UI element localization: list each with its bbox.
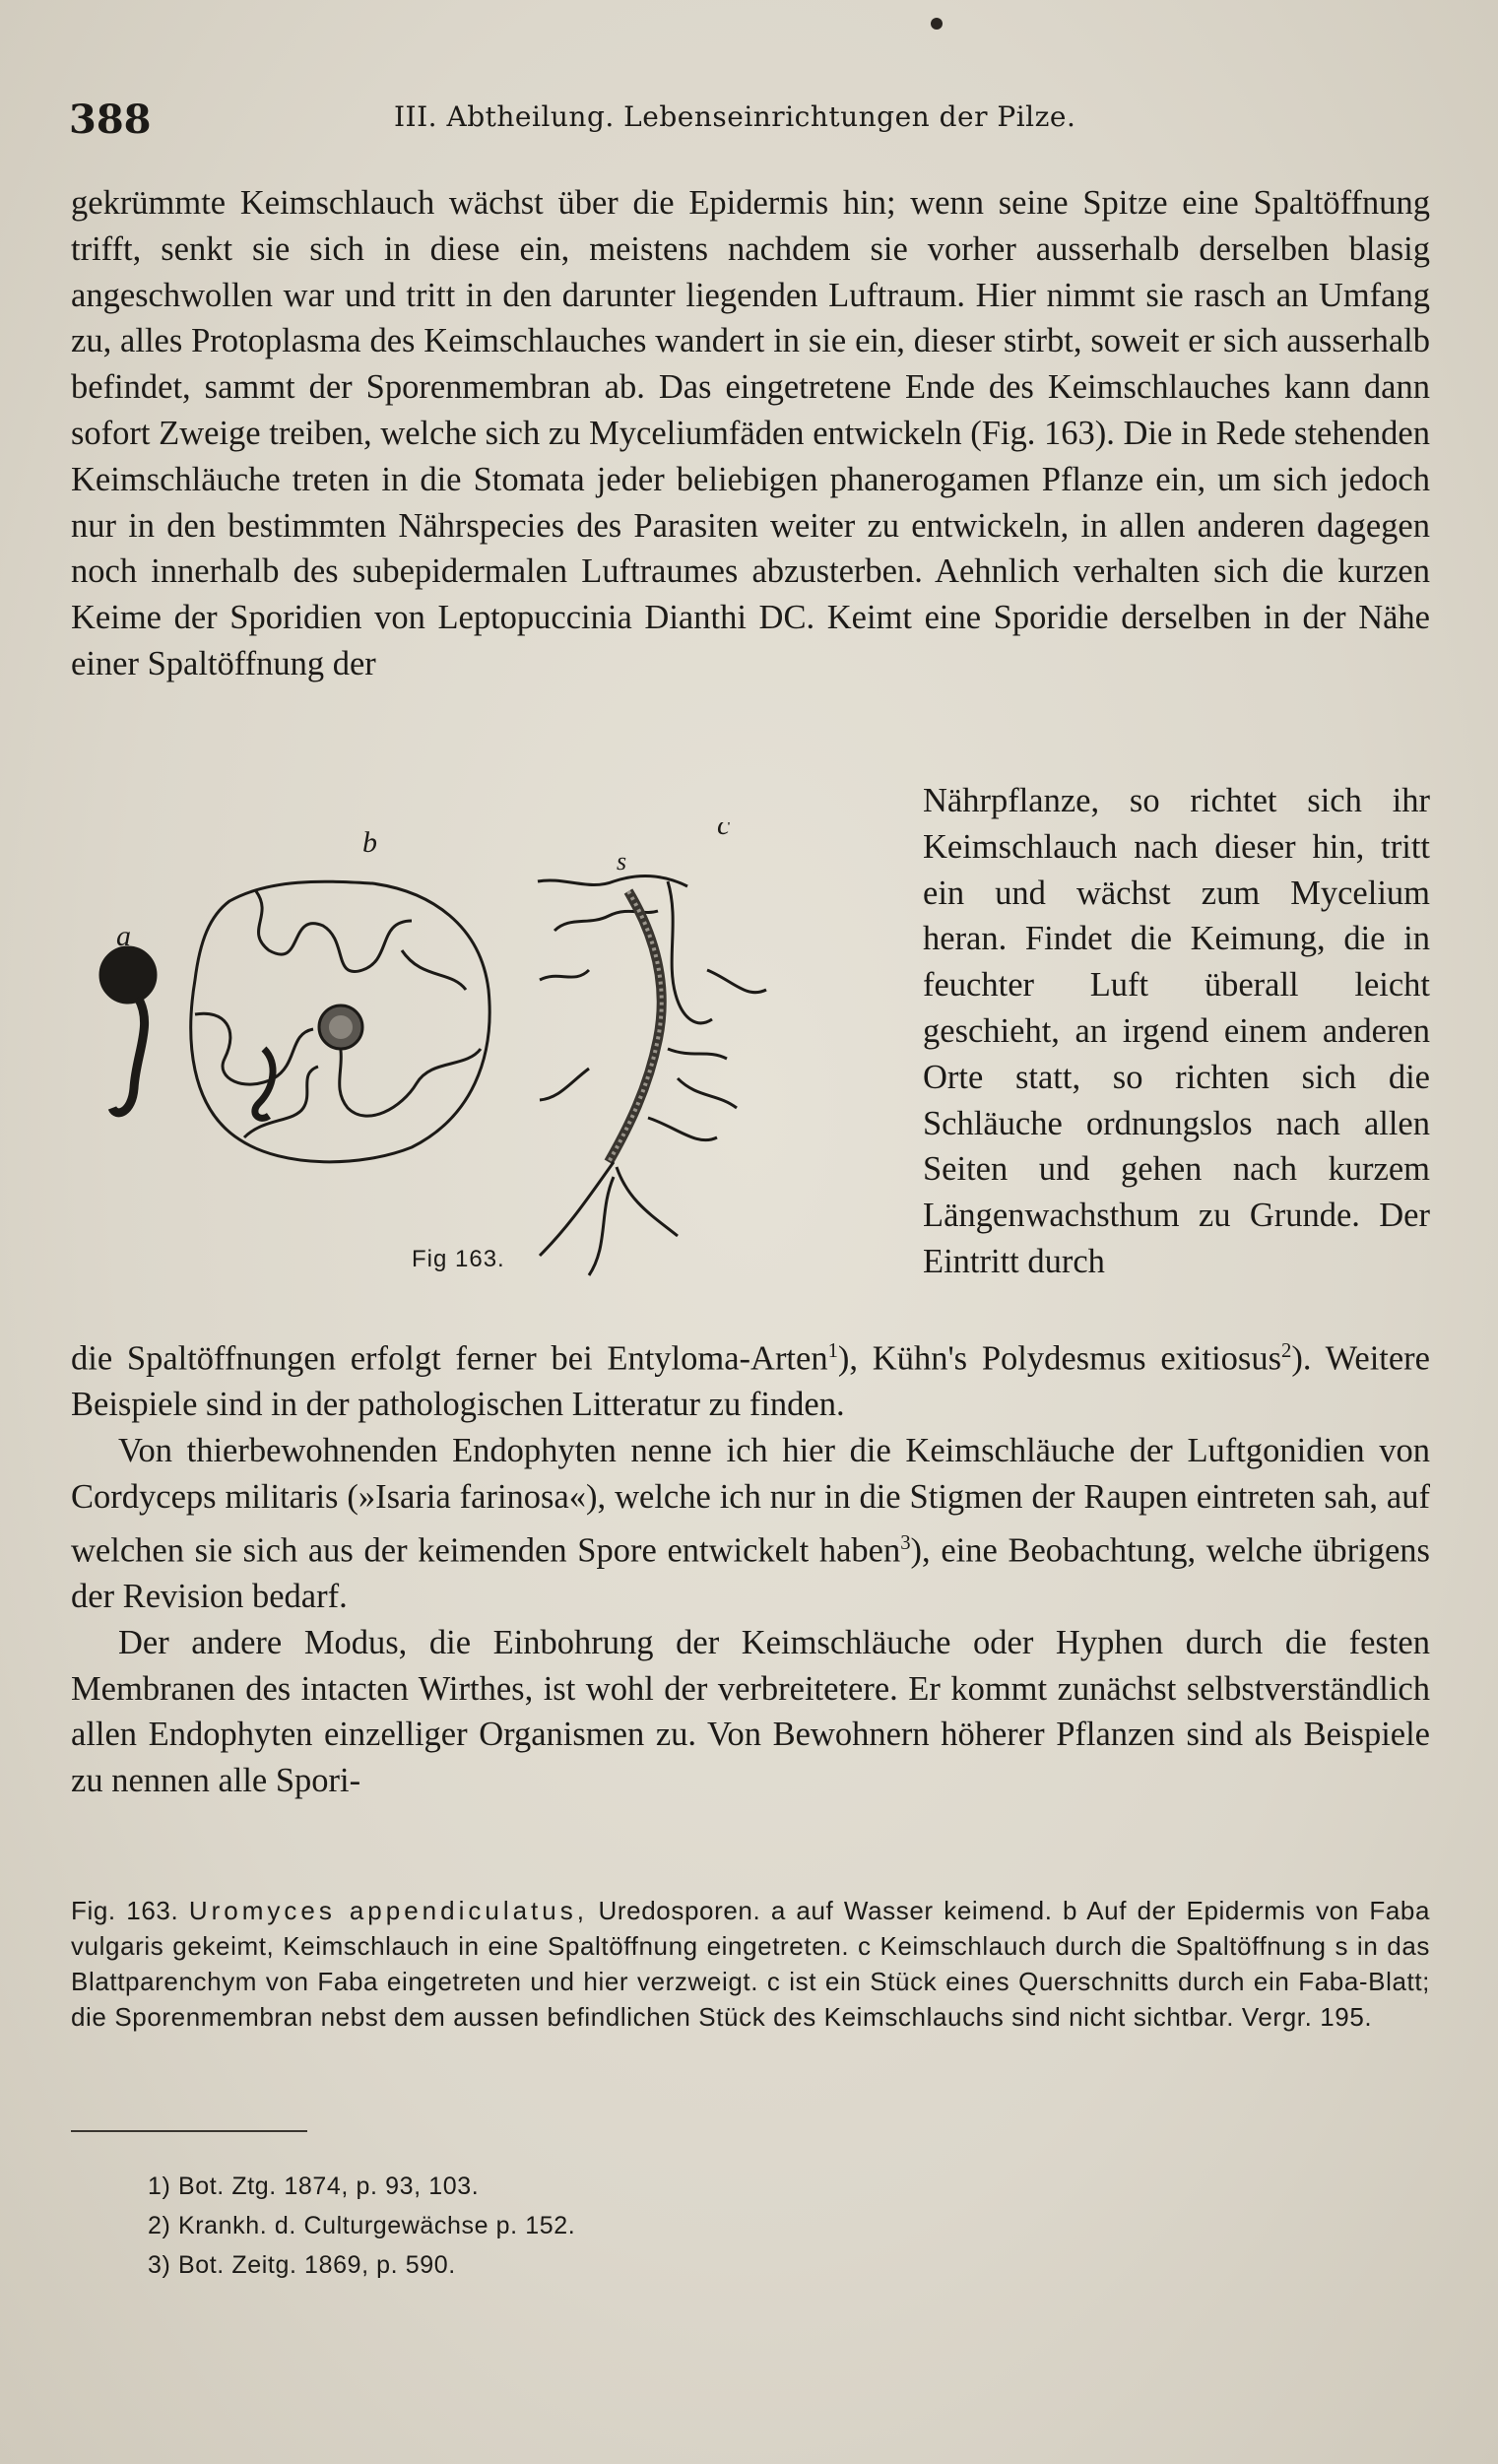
para2-part-a: Von thierbewohnenden Endophyten nenne ich hier die Keimschläuche der Luftgonidien von Cordyceps militaris (»Isaria farinosa«), welche ich nur in die Stigmen der Raupen eintreten sah, auf welchen sie sich aus der keimenden Spore entwickelt haben bbox=[71, 1432, 1430, 1570]
footnote-rule bbox=[71, 2130, 307, 2132]
figure-163 bbox=[77, 822, 914, 1295]
figure-caption bbox=[71, 1893, 1430, 2035]
footnote-1: 1) Bot. Ztg. 1874, p. 93, 103. bbox=[148, 2172, 480, 2200]
paragraph-1-side: Nährpflanze, so richtet sich ihr Keimschlauch nach dieser hin, tritt ein und wächst zum Mycelium heran. Findet die Keimung, die in feuchter Luft überall leicht geschieht, an irgend einem anderen Orte statt, so richten sich die Schläuche ordnungslos nach allen Seiten und gehen nach kurzem Längenwachsthum zu Grunde. Der Eintritt durch bbox=[923, 782, 1430, 1280]
footnote-2: 2) Krankh. d. Culturgewächse p. 152. bbox=[148, 2212, 576, 2239]
para1-end-part-b: ), Kühn's Polydesmus exitiosus bbox=[837, 1339, 1282, 1378]
caption-text: Uredosporen. a auf Wasser keimend. b Auf der Epidermis von Faba vulgaris gekeimt, Keimschlauch in eine Spaltöffnung eingetreten. c Keimschlauch durch die Spaltöffnung s in das Blattparenchym von Faba eingetreten und hier verzweigt. c ist ein Stück eines Querschnitts durch ein Faba-Blatt; die Sporenmembran nebst dem aussen befindlichen Stück des Keimschlauchs sind nicht sichtbar. Vergr. 195. bbox=[71, 1896, 1431, 2032]
page-number: 388 bbox=[69, 97, 152, 143]
paragraph-1: gekrümmte Keimschlauch wächst über die Epidermis hin; wenn seine Spitze eine Spaltöffnung trifft, senkt sie sich in diese ein, meistens nachdem sie vorher ausserhalb derselben blasig angeschwollen war und tritt in den darunter liegenden Luftraum. Hier nimmt sie rasch an Umfang zu, alles Protoplasma des Keimschlauches wandert in sie ein, dieser stirbt, soweit er sich ausserhalb befindet, sammt der Sporenmembran ab. Das eingetretene Ende des Keimschlauches kann dann sofort Zweige treiben, welche sich zu Myceliumfäden entwickeln (Fig. 163). Die in Rede stehenden Keimschläuche treten in die Stomata jeder beliebigen phanerogamen Pflanze ein, um sich jedoch nur in den bestimmten Nährspecies des Parasiten weiter zu entwickeln, in allen anderen dagegen noch innerhalb des subepidermalen Luftraumes abzusterben. Aehnlich verhalten sich die kurzen Keime der Sporidien von Leptopuccinia Dianthi DC. Keimt eine Sporidie derselben in der Nähe einer Spaltöffnung der bbox=[71, 184, 1430, 682]
caption-lead: Fig. 163. bbox=[71, 1896, 179, 1925]
figure-label-a: a bbox=[116, 920, 131, 952]
caption-species: Uromyces appendiculatus, bbox=[188, 1896, 588, 1925]
figure-label-s: s bbox=[617, 847, 627, 875]
paper-blemish bbox=[931, 18, 943, 30]
footnotes bbox=[148, 2167, 575, 2285]
paragraph-1-end bbox=[71, 1329, 1430, 1428]
footnote-ref-3: 3 bbox=[900, 1531, 911, 1554]
body-text-top bbox=[71, 180, 1430, 687]
body-text-side bbox=[923, 778, 1430, 1285]
page-header bbox=[69, 97, 1433, 146]
running-title: III. Abtheilung. Lebenseinrichtungen der Pilze. bbox=[394, 100, 1076, 133]
footnote-ref-1: 1 bbox=[827, 1340, 838, 1362]
para1-end-part-a: die Spaltöffnungen erfolgt ferner bei Entyloma-Arten bbox=[71, 1339, 828, 1378]
figure-163-illustration bbox=[77, 822, 914, 1295]
figure-label-b: b bbox=[362, 826, 377, 859]
para1-end-part-c: ). Weitere Beispiele sind in der pathologischen Litteratur zu finden. bbox=[71, 1339, 1430, 1424]
figure-c-hypha bbox=[538, 876, 766, 1275]
figure-inline-label: Fig 163. bbox=[412, 1246, 505, 1272]
paragraph-3: Der andere Modus, die Einbohrung der Keimschläuche oder Hyphen durch die festen Membranen des intacten Wirthes, ist wohl der verbreitetere. Er kommt zunächst selbstverständlich allen Endophyten einzelliger Organismen zu. Von Bewohnern höherer Pflanzen sind als Beispiele zu nennen alle Spori- bbox=[71, 1623, 1430, 1800]
paragraph-2 bbox=[71, 1428, 1430, 1620]
footnote-3: 3) Bot. Zeitg. 1869, p. 590. bbox=[148, 2251, 456, 2279]
figure-b-epidermis bbox=[191, 881, 489, 1162]
figure-label-c: c bbox=[717, 822, 731, 841]
body-text-bottom bbox=[71, 1329, 1430, 1804]
figure-a-spore bbox=[100, 947, 156, 1113]
para2-part-b: ), eine Beobachtung, welche übrigens der Revision bedarf. bbox=[71, 1531, 1430, 1615]
footnote-ref-2: 2 bbox=[1281, 1340, 1292, 1362]
